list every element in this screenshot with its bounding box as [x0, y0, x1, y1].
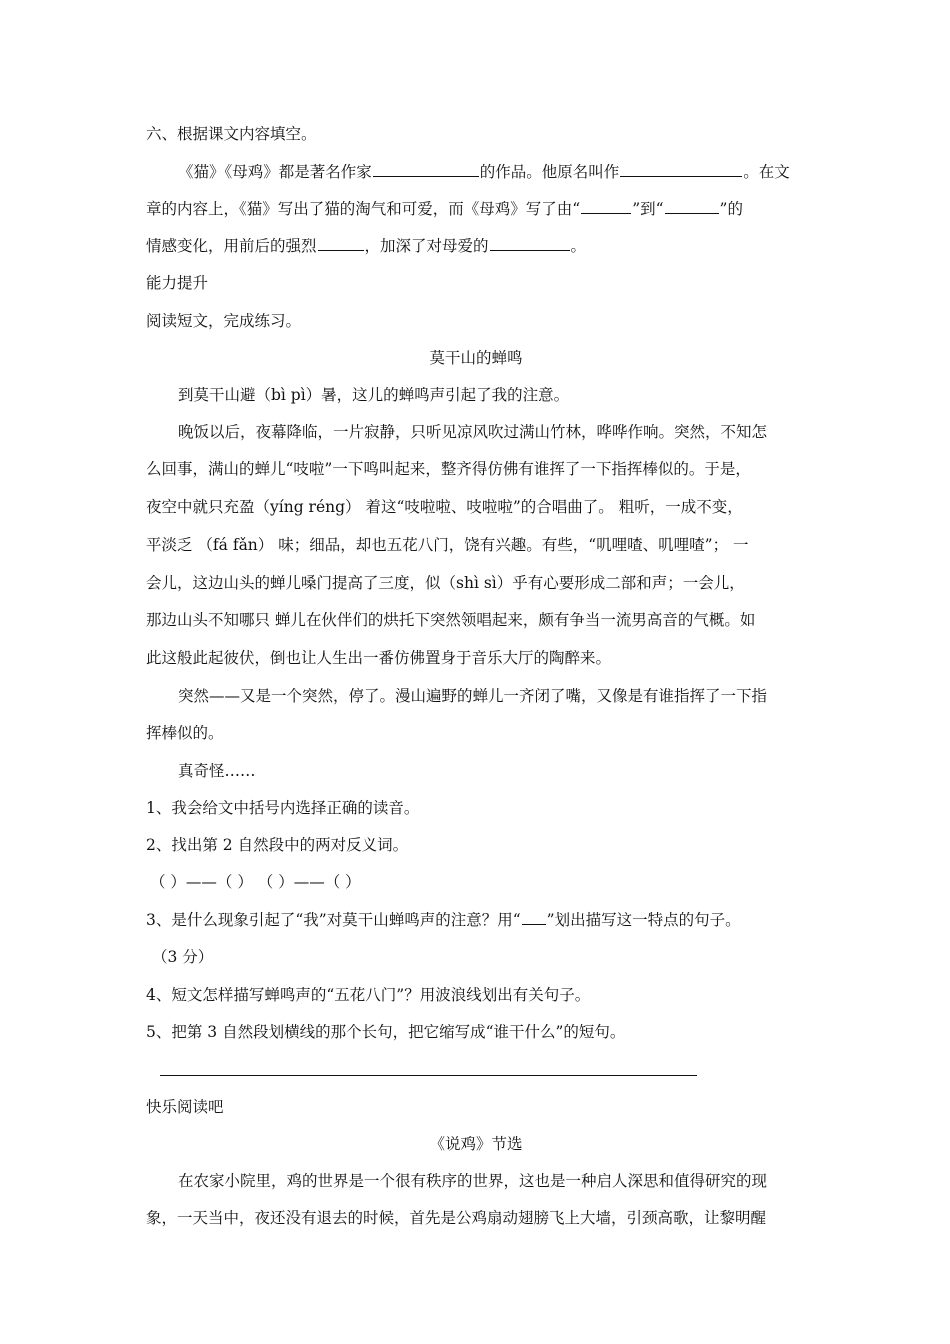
- text: 情感变化，用前后的强烈: [146, 237, 317, 255]
- happy-line: 象，一天当中，夜还没有退去的时候，首先是公鸡扇动翅膀飞上大墙，引颈高歌，让黎明醒: [146, 1209, 767, 1227]
- story-line: 到莫干山避（bì pì）暑，这儿的蝉鸣声引起了我的注意。: [178, 386, 570, 404]
- ability-instruction: 阅读短文，完成练习。: [146, 312, 302, 330]
- text: 。: [570, 237, 587, 255]
- story-line: 会儿，这边山头的蝉儿嗓门提高了三度，似（shì sì）乎有心要形成二部和声；一会儿，: [146, 574, 745, 592]
- fill-blank[interactable]: [620, 162, 742, 177]
- text: 章的内容上，《猫》写出了猫的淘气和可爱，而《母鸡》写了由“: [146, 200, 581, 218]
- answer-line[interactable]: [160, 1075, 697, 1076]
- text: 3、是什么现象引起了“我”对莫干山蝉鸣声的注意？用“: [146, 911, 521, 929]
- story-line: 真奇怪……: [178, 762, 256, 780]
- fill-blank[interactable]: [490, 236, 570, 251]
- story-line: 那边山头不知哪只 蝉儿在伙伴们的烘托下突然领唱起来，颇有争当一流男高音的气概。如: [146, 611, 756, 629]
- story-line: 突然——又是一个突然，停了。漫山遍野的蝉儿一齐闭了嘴，又像是有谁指挥了一下指: [178, 687, 768, 705]
- text: 的作品。他原名叫作: [479, 163, 620, 181]
- section6-line2: [146, 199, 806, 219]
- story-line: 晚饭以后，夜幕降临，一片寂静，只听见凉风吹过满山竹林，哗哗作响。突然，不知怎: [178, 423, 768, 441]
- section6-heading: 六、根据课文内容填空。: [146, 125, 317, 143]
- question-3-score: （3 分）: [152, 948, 214, 966]
- text: ”划出描写这一特点的句子。: [546, 911, 741, 929]
- question-2: 2、找出第 2 自然段中的两对反义词。: [146, 836, 409, 854]
- text: ，加深了对母爱的: [364, 237, 489, 255]
- text: ”的: [719, 200, 743, 218]
- story-line: 夜空中就只充盈（yíng réng） 着这“吱啦啦、吱啦啦”的合唱曲了。 粗听，一成不变，: [146, 498, 743, 516]
- fill-blank[interactable]: [665, 199, 719, 214]
- question-4: 4、短文怎样描写蝉鸣声的“五花八门”？用波浪线划出有关句子。: [146, 986, 591, 1004]
- question-1: 1、我会给文中括号内选择正确的读音。: [146, 799, 420, 817]
- happy-heading: 快乐阅读吧: [146, 1098, 224, 1116]
- story-line: 此这般此起彼伏，倒也让人生出一番仿佛置身于音乐大厅的陶醉来。: [146, 649, 612, 667]
- text: ”到“: [632, 200, 664, 218]
- happy-line: 在农家小院里，鸡的世界是一个很有秩序的世界，这也是一种启人深思和值得研究的现: [178, 1172, 768, 1190]
- text: 《猫》《母鸡》都是著名作家: [178, 163, 372, 181]
- fill-blank[interactable]: [318, 236, 364, 251]
- story-line: 挥棒似的。: [146, 724, 224, 742]
- fill-blank[interactable]: [373, 162, 479, 177]
- section6-line3: [146, 236, 806, 256]
- question-2-pairs[interactable]: （ ）——（ ） （ ）——（ ）: [150, 873, 361, 891]
- happy-title: 《说鸡》节选: [429, 1135, 523, 1153]
- ability-heading: 能力提升: [146, 274, 209, 292]
- question-5: 5、把第 3 自然段划横线的那个长句，把它缩写成“谁干什么”的短句。: [146, 1023, 626, 1041]
- underline-sample: [522, 910, 546, 925]
- section6-line1: [178, 162, 806, 182]
- text: 。在文: [743, 163, 790, 181]
- story-title: 莫干山的蝉鸣: [429, 349, 523, 367]
- story-line: 平淡乏 （fá fǎn） 味；细品，却也五花八门，饶有兴趣。有些，“叽哩喳、叽哩喳”； 一: [146, 536, 749, 554]
- question-3: [146, 910, 806, 930]
- story-line: 么回事，满山的蝉儿“吱啦”一下鸣叫起来，整齐得仿佛有谁挥了一下指挥棒似的。于是，: [146, 460, 751, 478]
- fill-blank[interactable]: [581, 199, 631, 214]
